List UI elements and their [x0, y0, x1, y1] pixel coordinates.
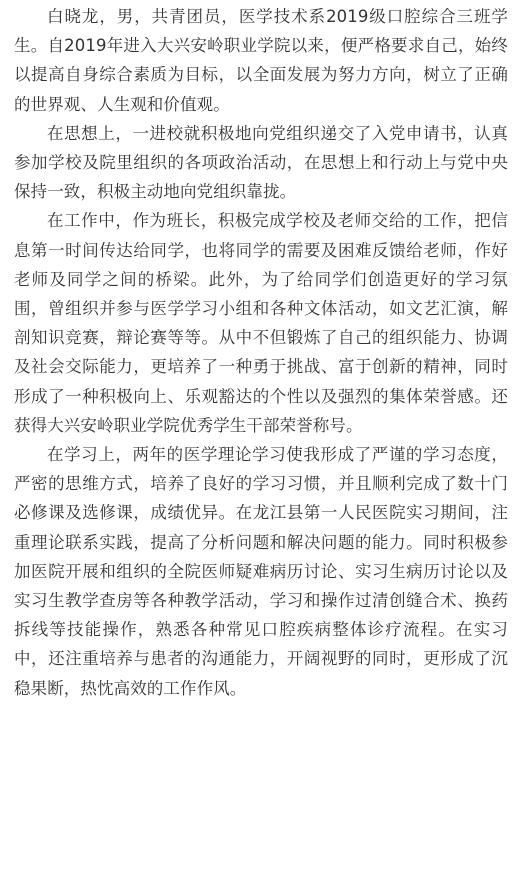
- paragraph-ideology: 在思想上，一进校就积极地向党组织递交了入党申请书，认真参加学校及院里组织的各项政治活动，在思想上和行动上与党中央保持一致，积极主动地向党组织靠拢。: [14, 123, 508, 202]
- paragraph-study: 在学习上，两年的医学理论学习使我形成了严谨的学习态度，严密的思维方式，培养了良好的学习习惯，并且顺利完成了数十门必修课及选修课，成绩优异。在龙江县第一人民医院实习期间，注重理论联系实践，提高了分析问题和解决问题的能力。同时积极参加医院开展和组织的全院医师疑难病历讨论、实习生病历讨论以及实习生教学查房等各种教学活动，学习和操作过清创缝合术、换药拆线等技能操作，熟悉各种常见口腔疾病整体诊疗流程。在实习中，还注重培养与患者的沟通能力，开阔视野的同时，更形成了沉稳果断，热忱高效的工作作风。: [14, 445, 508, 698]
- paragraph-intro: 白晓龙，男，共青团员，医学技术系2019级口腔综合三班学生。自2019年进入大兴安岭职业学院以来，便严格要求自己，始终以提高自身综合素质为目标，以全面发展为努力方向，树立了正确的世界观、人生观和价值观。: [14, 7, 508, 114]
- paragraph-work: 在工作中，作为班长，积极完成学校及老师交给的工作，把信息第一时间传达给同学，也将同学的需要及困难反馈给老师，作好老师及同学之间的桥梁。此外，为了给同学们创造更好的学习氛围，曾组织并参与医学学习小组和各种文体活动，如文艺汇演，解剖知识竞赛，辩论赛等等。从中不但锻炼了自己的组织能力、协调及社会交际能力，更培养了一种勇于挑战、富于创新的精神，同时形成了一种积极向上、乐观豁达的个性以及强烈的集体荣誉感。还获得大兴安岭职业学院优秀学生干部荣誉称号。: [14, 211, 508, 435]
